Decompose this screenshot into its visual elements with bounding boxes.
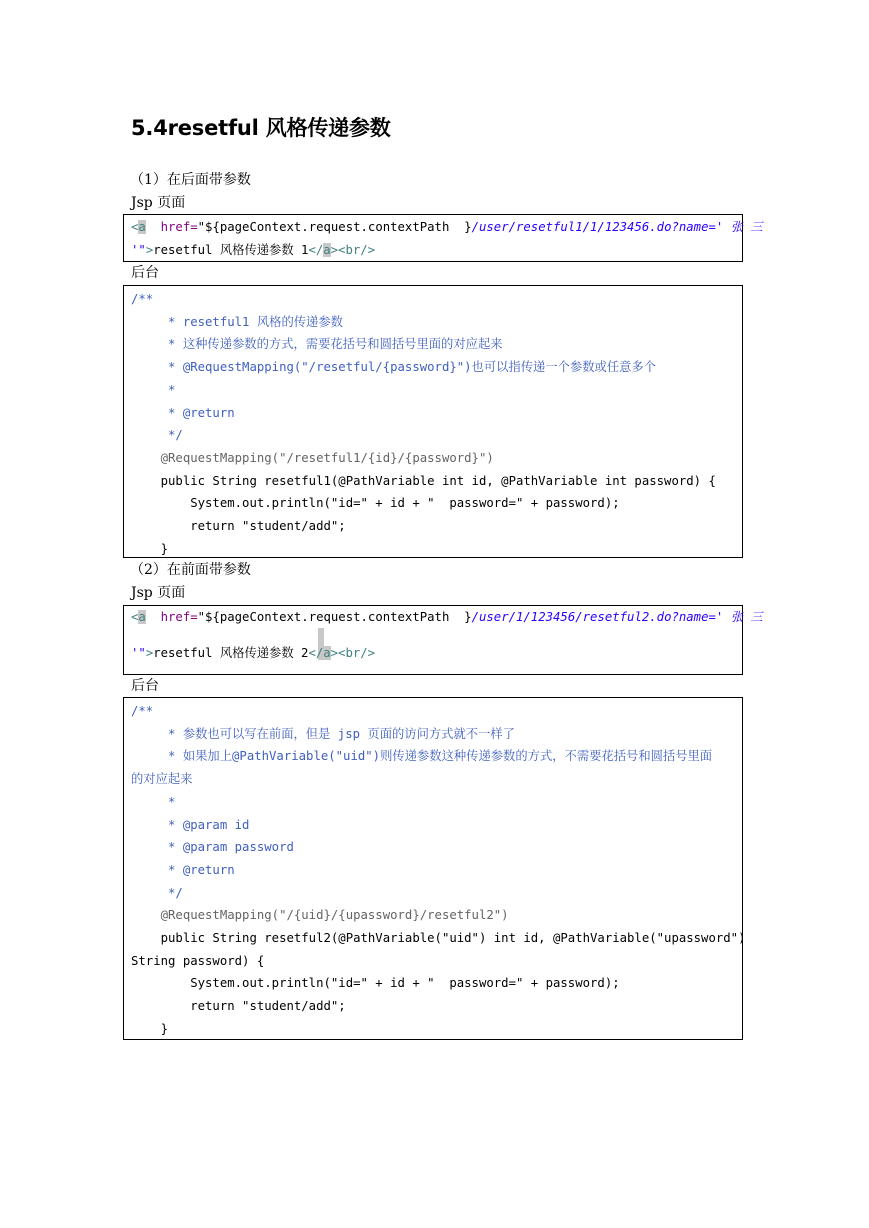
section1-backend-label: 后台 [131,265,159,281]
section2-jsp-line2: '">resetful 风格传递参数 2</a><br/> [131,646,376,660]
section1-jsp-line1: <a href="${pageContext.request.contextPath }/user/resetful1/1/123456.do?name=' 张 三 [131,220,763,234]
section2-backend-label: 后台 [131,678,159,694]
section2-title: （2）在前面带参数 [130,562,251,578]
section2-jsp-line1: <a href="${pageContext.request.contextPath }/user/1/123456/resetful2.do?name=' 张 三 [131,610,763,624]
section1-jsp-label: Jsp 页面 [131,195,186,211]
section1-title: （1）在后面带参数 [130,172,251,188]
section1-jsp-line2: '">resetful 风格传递参数 1</a><br/> [131,243,376,257]
section-heading: 5.4resetful 风格传递参数 [131,116,391,140]
section1-backend-code: /** * resetful1 风格的传递参数 * 这种传递参数的方式，需要花括号和圆括号里面的对应起来 * @RequestMapping("/resetful/{password}")也可以指传递一个参数或任意多个 * * @return */ @RequestMapping("/resetful1/{id}/{password}") public String resetful1(@PathVariable int id, @PathVariable int password) { System.out.println("id=" + id + " password=" + password); return "student/add"; } [131,292,716,556]
section2-backend-code: /** * 参数也可以写在前面，但是 jsp 页面的访问方式就不一样了 * 如果加上@PathVariable("uid")则传递参数这种传递参数的方式，不需要花括号和圆括号里面 的对应起来 * * @param id * @param password * @return */ @RequestMapping("/{uid}/{upassword}/resetful2") public String resetful2(@PathVariable("uid") int id, @PathVariable("upassword") String password) { System.out.println("id=" + id + " password=" + password); return "student/add"; } [131,704,746,1036]
section2-jsp-label: Jsp 页面 [131,585,186,601]
